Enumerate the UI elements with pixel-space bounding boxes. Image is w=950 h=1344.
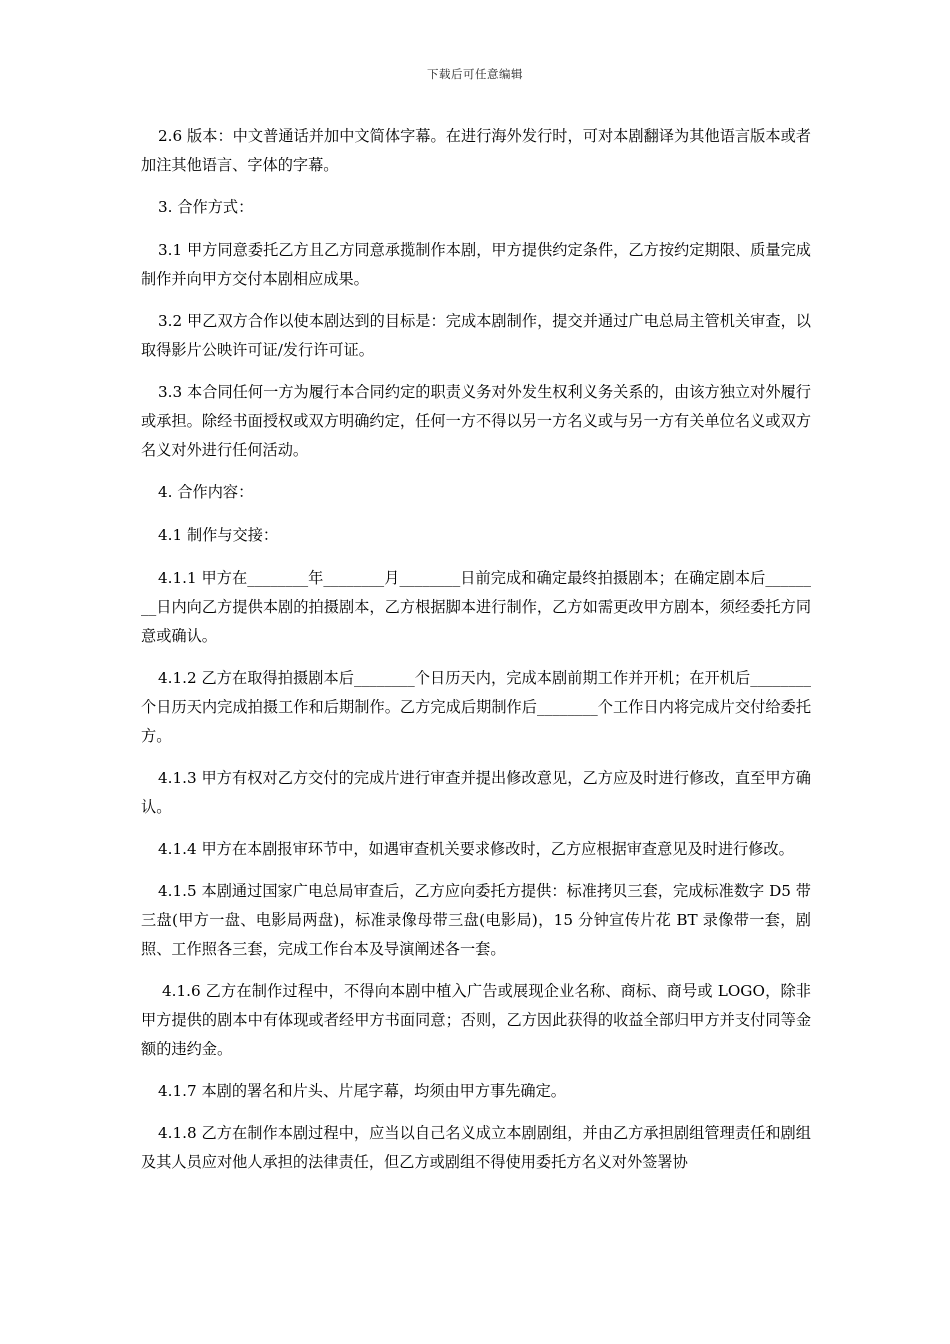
document-body [141,122,811,1190]
clause-4-1-7: 4.1.7 本剧的署名和片头、片尾字幕，均须由甲方事先确定。 [158,1082,566,1100]
clause-3-2: 3.2 甲乙双方合作以使本剧达到的目标是：完成本剧制作，提交并通过广电总局主管机关审查，以取得影片公映许可证/发行许可证。 [141,312,811,359]
clause-4-1-2: 4.1.2 乙方在取得拍摄剧本后________个日历天内，完成本剧前期工作并开机；在开机后________个日历天内完成拍摄工作和后期制作。乙方完成后期制作后________个工作日内将完成片交付给委托方。 [141,669,811,745]
section-3-heading: 3. 合作方式： [158,198,254,216]
clause-2-6: 2.6 版本：中文普通话并加中文简体字幕。在进行海外发行时，可对本剧翻译为其他语言版本或者加注其他语言、字体的字幕。 [141,127,811,174]
clause-4-1-3: 4.1.3 甲方有权对乙方交付的完成片进行审查并提出修改意见，乙方应及时进行修改，直至甲方确认。 [141,769,811,816]
clause-4-1-heading: 4.1 制作与交接： [158,526,279,544]
clause-4-1-5: 4.1.5 本剧通过国家广电总局审查后，乙方应向委托方提供：标准拷贝三套，完成标准数字 D5 带三盘(甲方一盘、电影局两盘)，标准录像母带三盘(电影局)，15 分钟宣传片花 BT 录像带一套，剧照、工作照各三套，完成工作台本及导演阐述各一套。 [141,882,811,958]
section-4-heading: 4. 合作内容： [158,483,254,501]
clause-4-1-6: 4.1.6 乙方在制作过程中，不得向本剧中植入广告或展现企业名称、商标、商号或 LOGO，除非甲方提供的剧本中有体现或者经甲方书面同意；否则，乙方因此获得的收益全部归甲方并支付同等金额的违约金。 [141,982,811,1058]
clause-3-1: 3.1 甲方同意委托乙方且乙方同意承揽制作本剧，甲方提供约定条件，乙方按约定期限、质量完成制作并向甲方交付本剧相应成果。 [141,241,811,288]
clause-3-3: 3.3 本合同任何一方为履行本合同约定的职责义务对外发生权利义务关系的，由该方独立对外履行或承担。除经书面授权或双方明确约定，任何一方不得以另一方名义或与另一方有关单位名义或双方名义对外进行任何活动。 [141,383,811,459]
clause-4-1-4: 4.1.4 甲方在本剧报审环节中，如遇审查机关要求修改时，乙方应根据审查意见及时进行修改。 [158,840,794,858]
clause-4-1-1: 4.1.1 甲方在________年________月________日前完成和确定最终拍摄剧本；在确定剧本后________日内向乙方提供本剧的拍摄剧本，乙方根据脚本进行制作，乙方如需更改甲方剧本，须经委托方同意或确认。 [141,569,811,645]
clause-4-1-8: 4.1.8 乙方在制作本剧过程中，应当以自己名义成立本剧剧组，并由乙方承担剧组管理责任和剧组及其人员应对他人承担的法律责任，但乙方或剧组不得使用委托方名义对外签署协 [141,1124,811,1171]
page-header: 下载后可任意编辑 [427,67,523,81]
